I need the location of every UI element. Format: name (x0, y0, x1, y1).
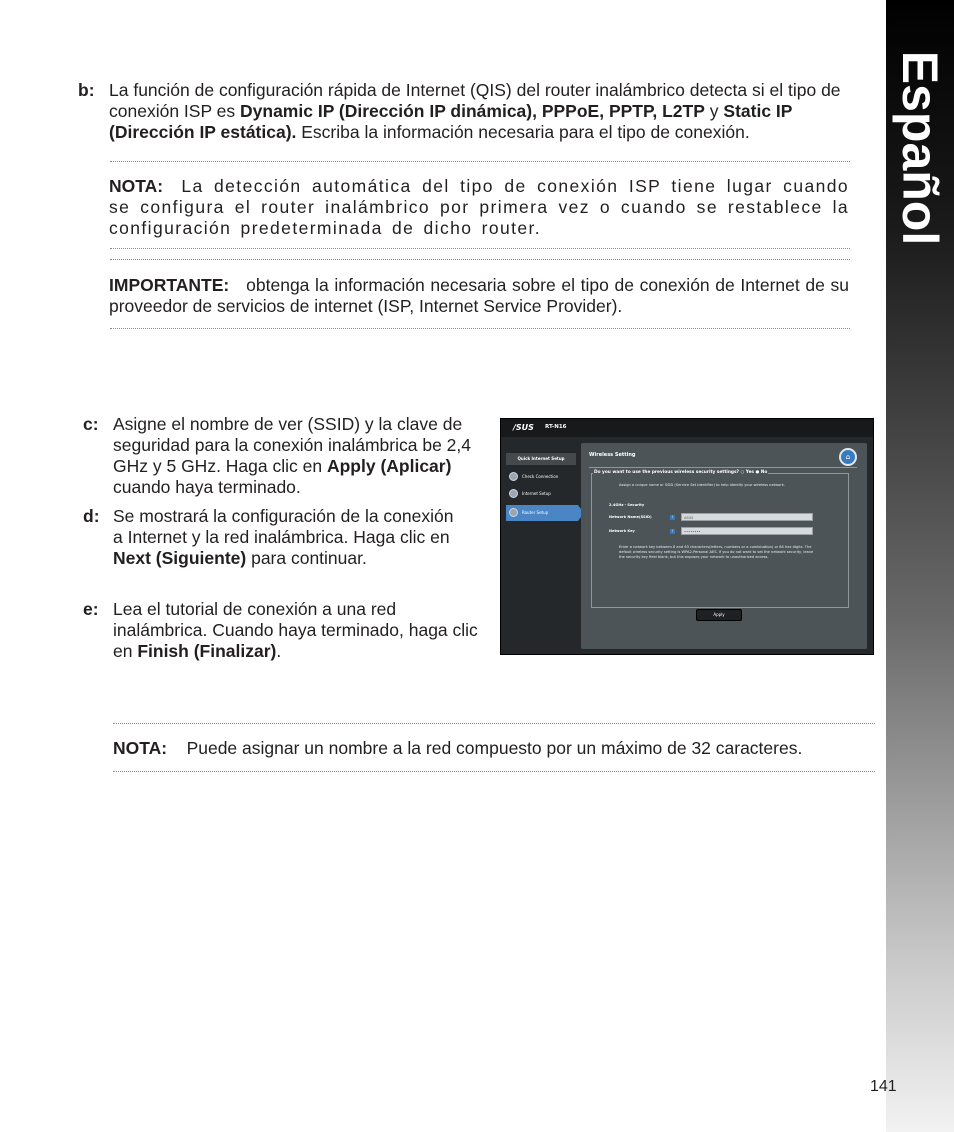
page-number: 141 (870, 1078, 897, 1095)
router-setup-icon (509, 508, 518, 517)
step-b-text: La función de configuración rápida de Internet (QIS) del router inalámbrico detecta si el tipo de conexión ISP es Dynamic IP (Dirección IP dinámica), PPPoE, PPTP, L2TP y Static IP (Dirección IP estática). Escriba la información necesaria para el tipo de conexión. (109, 80, 841, 142)
important-text: obtenga la información necesaria sobre el tipo de conexión de Internet de su proveedor de servicios de internet (ISP, Internet Service Provider). (109, 275, 849, 316)
step-d-key: d: (83, 506, 100, 526)
note-1-label: NOTA: (109, 176, 164, 196)
step-e-key: e: (83, 599, 99, 619)
note-2 (113, 738, 883, 759)
network-key-info-icon[interactable]: i (670, 529, 675, 534)
note-2-label: NOTA: (113, 738, 168, 758)
router-model: RT-N16 (545, 424, 567, 430)
network-key-input[interactable]: •••••••• (681, 527, 813, 535)
radio-yes[interactable]: ○ Yes (740, 470, 754, 475)
step-b (78, 80, 850, 164)
step-e-text: Lea el tutorial de conexión a una red inalámbrica. Cuando haya terminado, haga clic en Finish (Finalizar). (113, 599, 478, 661)
divider (110, 328, 850, 329)
step-c-key: c: (83, 414, 99, 434)
divider (110, 161, 850, 162)
step-d-text: Se mostrará la configuración de la conexión a Internet y la red inalámbrica. Haga clic en Next (Siguiente) para continuar. (113, 506, 454, 568)
divider (113, 771, 875, 772)
router-setup-screenshot (500, 418, 874, 655)
note-1 (109, 176, 849, 239)
step-d (83, 506, 488, 592)
note-1-text: La detección automática del tipo de conexión ISP tiene lugar cuando se configura el router inalámbrico por primera vez o cuando se restablece la configuración predeterminada de dicho router. (109, 176, 849, 238)
security-fieldset (591, 473, 849, 608)
menu-item-check-connection[interactable]: Check Connection (506, 469, 576, 485)
check-connection-icon (509, 472, 518, 481)
previous-settings-question: Do you want to use the previous wireless security settings? ○ Yes ● No (594, 470, 768, 475)
important-note (109, 275, 849, 317)
language-side-tab (886, 0, 954, 1132)
band-label: 2.4GHz - Security (609, 503, 645, 507)
radio-no[interactable]: ● No (755, 470, 768, 475)
apply-button[interactable]: Apply (696, 609, 742, 621)
important-label: IMPORTANTE: (109, 275, 230, 295)
menu-item-internet-setup[interactable]: Internet Setup (506, 486, 576, 502)
step-e (83, 599, 488, 665)
step-d-bold: Next (Siguiente) (113, 548, 247, 568)
divider (110, 248, 850, 249)
network-name-info-icon[interactable]: i (670, 515, 675, 520)
asus-logo: /SUS (513, 423, 534, 432)
step-b-bold-2: Static IP (Dirección IP estática). (109, 101, 793, 142)
step-c (83, 414, 488, 500)
qis-menu-title: Quick Internet Setup (506, 453, 576, 465)
language-label: Español (892, 50, 948, 246)
wireless-setting-panel (581, 443, 867, 649)
menu-item-router-setup[interactable]: Router Setup (506, 505, 578, 521)
assign-text: Assign a unique name or SSID (Service Set Identifier) to help identify your wireless network. (619, 483, 785, 487)
network-name-input[interactable]: ASUS (681, 513, 813, 521)
panel-title: Wireless Setting (589, 452, 636, 458)
divider (110, 259, 850, 260)
step-b-key: b: (78, 80, 95, 100)
step-c-bold: Apply (Aplicar) (326, 456, 452, 476)
help-text: Enter a network key between 8 and 63 characters(letters, numbers or a combination) or 64 hex digits. The default wireless security setting is WPA2-Personal AES. If you do not want to set the network security, leave the security key field blank, but this exposes your network to unauthorized access. (619, 545, 814, 559)
panel-separator (589, 467, 857, 468)
note-2-text: Puede asignar un nombre a la red compuesto por un máximo de 32 caracteres. (186, 738, 803, 758)
home-icon[interactable]: ⌂ (839, 448, 857, 466)
step-b-bold-1: Dynamic IP (Dirección IP dinámica), PPPoE, PPTP, L2TP (240, 101, 705, 121)
internet-setup-icon (509, 489, 518, 498)
step-c-text: Asigne el nombre de ver (SSID) y la clave de seguridad para la conexión inalámbrica be 2,4 GHz y 5 GHz. Haga clic en Apply (Aplicar) cuando haya terminado. (113, 414, 472, 497)
network-key-label: Network Key (609, 529, 635, 533)
step-e-bold: Finish (Finalizar) (137, 641, 277, 661)
divider (113, 723, 875, 724)
network-name-label: Network Name(SSID) (609, 515, 652, 519)
